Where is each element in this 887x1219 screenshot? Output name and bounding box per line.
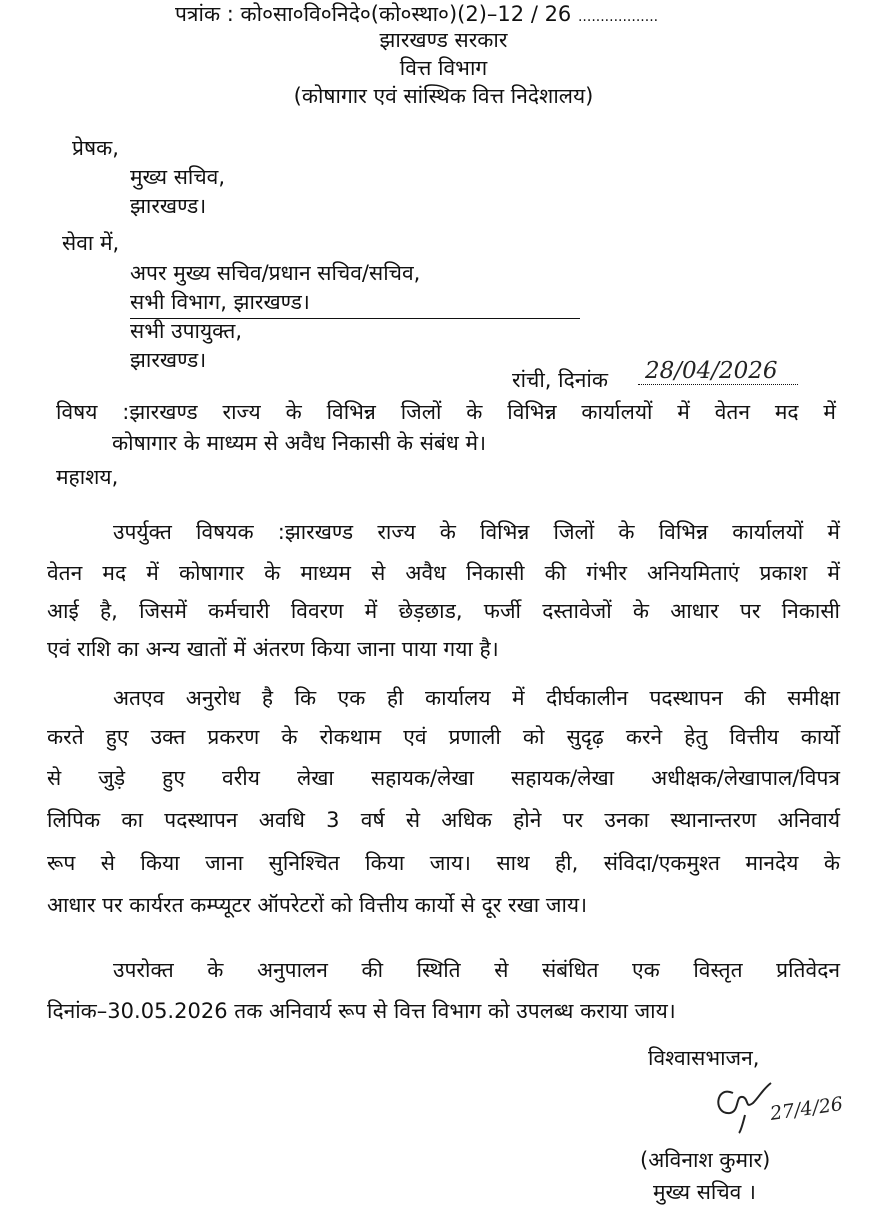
subject-line: कोषागार के माध्यम से अवैध निकासी के संबंध मे। bbox=[112, 431, 487, 455]
handwritten-date: 28/04/2026 bbox=[645, 358, 778, 384]
paragraph-line: अतएव अनुरोध है कि एक ही कार्यालय में दीर्घकालीन पदस्थापन की समीक्षा bbox=[113, 686, 840, 710]
recipient-label: सेवा में, bbox=[62, 231, 120, 255]
salutation: महाशय, bbox=[56, 465, 119, 489]
signatory-designation: मुख्य सचिव । bbox=[653, 1180, 756, 1204]
paragraph-line: उपरोक्त के अनुपालन की स्थिति से संबंधित एक विस्तृत प्रतिवेदन bbox=[113, 958, 840, 982]
paragraph-line: उपर्युक्त विषयक :झारखण्ड राज्य के विभिन्न जिलों के विभिन्न कार्यालयों में bbox=[113, 520, 840, 544]
department-name: वित्त विभाग bbox=[399, 56, 488, 80]
sender-line: झारखण्ड। bbox=[130, 194, 207, 218]
paragraph-line: एवं राशि का अन्य खातों में अंतरण किया जाना पाया गया है। bbox=[47, 637, 499, 661]
recipient-line: सभी उपायुक्त, bbox=[130, 319, 243, 343]
valediction: विश्वासभाजन, bbox=[648, 1046, 760, 1070]
sender-line: मुख्य सचिव, bbox=[130, 165, 226, 189]
reference-dots: .................. bbox=[577, 9, 659, 25]
reference-number bbox=[175, 4, 658, 25]
government-name: झारखण्ड सरकार bbox=[379, 28, 508, 52]
paragraph-line: करते हुए उक्त प्रकरण के रोकथाम एवं प्रणाली को सुदृढ़ करने हेतु वित्तीय कार्यो bbox=[47, 725, 840, 749]
paragraph-line: वेतन मद में कोषागार के माध्यम से अवैध निकासी की गंभीर अनियमिताएं प्रकाश में bbox=[47, 561, 840, 585]
date-dotted-line bbox=[638, 384, 798, 386]
directorate-name: (कोषागार एवं सांस्थिक वित्त निदेशालय) bbox=[293, 84, 594, 108]
paragraph-line: रूप से किया जाना सुनिश्चित किया जाय। साथ ही, संविदा/एकमुश्त मानदेय के bbox=[47, 851, 840, 875]
recipient-line: सभी विभाग, झारखण्ड। bbox=[130, 290, 310, 314]
reference-label: पत्रांक : bbox=[175, 2, 234, 26]
signature-mark bbox=[705, 1075, 775, 1135]
place-date-label: रांची, दिनांक bbox=[512, 368, 608, 392]
paragraph-line: से जुड़े हुए वरीय लेखा सहायक/लेखा सहायक/लेखा अधीक्षक/लेखापाल/विपत्र bbox=[47, 766, 840, 790]
signatory-name: (अविनाश कुमार) bbox=[640, 1148, 771, 1172]
recipient-line: अपर मुख्य सचिव/प्रधान सचिव/सचिव, bbox=[130, 261, 421, 285]
paragraph-line: आधार पर कार्यरत कम्प्यूटर ऑपरेटरों को वित्तीय कार्यो से दूर रखा जाय। bbox=[47, 893, 588, 917]
signature-date: 27/4/26 bbox=[768, 1093, 845, 1125]
reference-value: को०सा०वि०निदे०(को०स्था०)(2)–12 / 26 bbox=[240, 2, 572, 26]
paragraph-line: आई है, जिसमें कर्मचारी विवरण में छेड़छाड, फर्जी दस्तावेजों के आधार पर निकासी bbox=[47, 599, 840, 623]
subject-line: विषय :झारखण्ड राज्य के विभिन्न जिलों के विभिन्न कार्यालयों में वेतन मद में bbox=[56, 400, 836, 424]
paragraph-line: लिपिक का पदस्थापन अवधि 3 वर्ष से अधिक होने पर उनका स्थानान्तरण अनिवार्य bbox=[47, 808, 840, 832]
sender-label: प्रेषक, bbox=[72, 136, 119, 160]
paragraph-line: दिनांक–30.05.2026 तक अनिवार्य रूप से वित्त विभाग को उपलब्ध कराया जाय। bbox=[47, 999, 676, 1023]
recipient-line: झारखण्ड। bbox=[130, 348, 207, 372]
